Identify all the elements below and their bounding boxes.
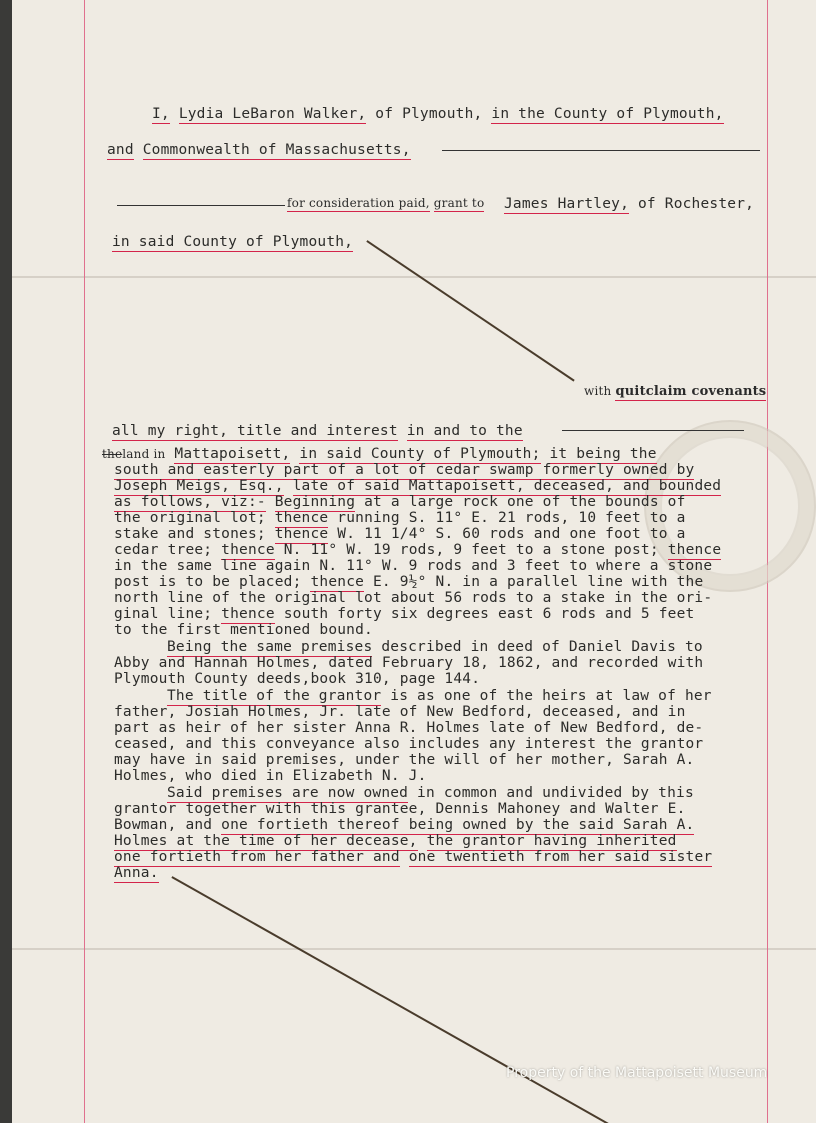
grantor-of: of Plymouth, [375,106,483,122]
title-line [114,704,686,720]
consideration-line [287,196,484,210]
description-line [114,606,694,622]
covenant-type: quitclaim covenants [615,384,767,399]
description-line [114,542,721,558]
grantor-name: Lydia LeBaron Walker, [178,106,367,122]
owned-text: Said premises are now owned [167,785,409,801]
left-margin-line [84,0,85,1123]
owned-line [114,833,677,849]
description-text: late of said Mattapoisett, deceased, and bounded [292,478,722,494]
intro-pronoun: I, [152,106,170,122]
title-line [114,768,427,784]
owned-line [114,801,686,817]
grant-to-text: grant to [433,196,485,210]
description-line [114,574,703,590]
description-text: W. 11 1/4° S. 60 rods and one foot to a [337,526,686,542]
deed-page [12,0,816,1123]
grantee-county-text: in said County of Plymouth, [112,234,354,250]
description-text: stake and stones; [114,526,266,542]
being-same-text: Plymouth County deeds,book 310, page 144. [114,671,481,687]
covenants-line [584,384,766,399]
owned-line [167,785,694,801]
title-text: Holmes, who died in Elizabeth N. J. [114,768,427,784]
description-line [114,622,373,638]
description-line [114,478,721,494]
description-text: ginal line; [114,606,213,622]
owned-text: one twentieth from her said sister [408,849,713,865]
being-same-text: described in deed of Daniel Davis to [381,639,703,655]
owned-text: Anna. [114,865,159,881]
consideration-text: for consideration paid, [287,196,430,210]
county: in said County of Plymouth; [299,446,541,462]
description-text: as follows, viz:- [114,494,266,510]
description-line [114,494,686,510]
being-same-line [114,655,703,671]
title-line [114,752,694,768]
land-line [102,446,657,462]
description-text: south and easterly part of a lot of cedar swamp formerly owned by [114,462,695,478]
land-word: land in [122,447,166,461]
description-text: Joseph Meigs, Esq., [114,478,284,494]
description-text: N. 11° W. 19 rods, 9 feet to a stone post; [283,542,659,558]
owned-line [114,817,694,833]
grantee-of: of Rochester, [637,196,755,212]
fold-crease [12,276,816,278]
owned-text: Holmes at the time of her decease, [114,833,418,849]
title-text: father, Josiah Holmes, Jr. late of New Bedford, deceased, and in [114,704,686,720]
title-line [114,720,703,736]
description-line [114,558,712,574]
town: Mattapoisett, [174,446,291,462]
owned-text: one fortieth thereof being owned by the said Sarah A. [221,817,695,833]
description-line [114,526,686,542]
description-text: at a large rock one of the bounds of [364,494,686,510]
title-text: may have in said premises, under the will of her mother, Sarah A. [114,752,695,768]
description-text: E. 9½° N. in a parallel line with the [373,574,704,590]
owned-text: the grantor having inherited [426,833,677,849]
being-phrase: it being the [549,446,657,462]
description-text: running S. 11° E. 21 rods, 10 feet to a [337,510,686,526]
fold-crease [12,948,816,950]
being-same-text: Abby and Hannah Holmes, dated February 18, 1862, and recorded with [114,655,704,671]
title-text: ceased, and this conveyance also includes any interest the grantor [114,736,704,752]
owned-text: one fortieth from her father and [114,849,400,865]
owned-text: grantor together with this grantee, Dennis Mahoney and Walter E. [114,801,686,817]
title-text: The title of the grantor [167,688,382,704]
description-text: thence [274,526,329,542]
in-and-to: in and to the [406,423,523,439]
blank-rule [442,150,760,151]
rights-line [112,423,523,439]
description-text: post is to be placed; [114,574,302,590]
blank-rule [117,205,285,206]
with-word: with [584,384,612,398]
title-text: is as one of the heirs at law of her [390,688,712,704]
void-slash [367,240,575,381]
owned-line [114,865,159,881]
struck-word: the [102,447,123,461]
description-text: cedar tree; [114,542,213,558]
description-text: thence [310,574,365,590]
description-text: the original lot; [114,510,266,526]
being-same-text: Being the same premises [167,639,373,655]
description-line [114,590,712,606]
description-text: to the first mentioned bound. [114,622,373,638]
and-word: and [107,142,134,158]
commonwealth: Commonwealth of Massachusetts, [142,142,411,158]
description-text: Beginning [274,494,356,510]
title-line [114,736,703,752]
description-text: north line of the original lot about 56 rods to a stake in the ori- [114,590,713,606]
description-text: thence [667,542,722,558]
description-line [114,510,686,526]
grantee-county [112,234,353,250]
title-line [167,688,712,704]
description-text: thence [221,542,275,558]
description-text: thence [221,606,275,622]
being-same-line [167,639,703,655]
owned-text: Bowman, and [114,817,213,833]
description-text: thence [274,510,329,526]
museum-watermark: Property of the Mattapoisett Museum [506,1065,768,1081]
being-same-line [114,671,480,687]
description-line [114,462,694,478]
grantee-line [504,196,754,212]
owned-text: in common and undivided by this [417,785,694,801]
grantor-county: in the County of Plymouth, [491,106,724,122]
description-text: south forty six degrees east 6 rods and 5 feet [283,606,695,622]
grantor-line [152,106,724,122]
commonwealth-line [107,142,411,158]
blank-rule [562,430,744,431]
grantee-name: James Hartley, [504,196,630,212]
owned-line [114,849,712,865]
description-text: in the same line again N. 11° W. 9 rods and 3 feet to where a stone [114,558,713,574]
rights-phrase: all my right, title and interest [112,423,398,439]
void-slash [172,876,612,1123]
title-text: part as heir of her sister Anna R. Holmes late of New Bedford, de- [114,720,704,736]
